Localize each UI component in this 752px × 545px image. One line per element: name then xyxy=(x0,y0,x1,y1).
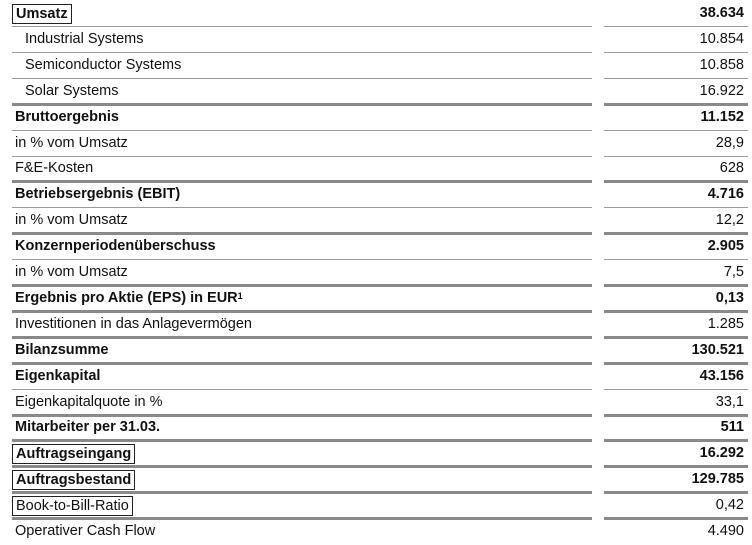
row-value: 10.854 xyxy=(699,30,744,47)
row-label-text xyxy=(12,108,122,126)
table-row xyxy=(0,390,752,416)
row-label-text xyxy=(12,522,158,540)
row-label xyxy=(12,364,592,389)
row-label-text xyxy=(12,134,131,152)
label-text: Bilanzsumme xyxy=(15,341,109,358)
table-row xyxy=(0,131,752,157)
row-value: 2.905 xyxy=(707,238,744,255)
label-text: in % vom Umsatz xyxy=(15,212,128,229)
table-row xyxy=(0,493,752,519)
row-label xyxy=(12,105,592,130)
table-row xyxy=(0,234,752,260)
footnote-marker: 1 xyxy=(237,290,243,301)
row-label xyxy=(12,208,592,233)
table-row xyxy=(0,338,752,364)
label-text: Industrial Systems xyxy=(25,30,144,47)
label-text: Investitionen in das Anlagevermögen xyxy=(15,315,252,332)
row-label-text xyxy=(12,418,163,436)
row-label xyxy=(12,182,592,207)
row-label-text xyxy=(12,82,121,100)
label-text: Eigenkapitalquote in % xyxy=(15,393,163,410)
row-label xyxy=(12,441,592,466)
row-label xyxy=(12,415,592,440)
label-text: Konzernperiodenüberschuss xyxy=(15,238,216,255)
label-text: Bruttoergebnis xyxy=(15,108,119,125)
row-label xyxy=(12,234,592,259)
row-value: 28,9 xyxy=(715,134,744,151)
row-label xyxy=(12,338,592,363)
table-row xyxy=(0,156,752,182)
label-text: Operativer Cash Flow xyxy=(15,523,156,539)
label-text: Solar Systems xyxy=(25,82,119,99)
row-label-text xyxy=(12,444,135,464)
row-label xyxy=(12,1,592,26)
row-value: 16.292 xyxy=(699,445,744,462)
row-label-text xyxy=(12,211,131,229)
row-label-text xyxy=(12,159,96,177)
row-label xyxy=(12,467,592,492)
row-label-text xyxy=(12,367,103,385)
table-row xyxy=(0,286,752,312)
row-label xyxy=(12,493,592,518)
table-row xyxy=(0,364,752,390)
table-row xyxy=(0,415,752,441)
row-label xyxy=(12,156,592,181)
label-text: Umsatz xyxy=(16,6,68,22)
table-row xyxy=(0,441,752,467)
row-label xyxy=(12,53,592,78)
row-value: 511 xyxy=(720,419,744,436)
row-label xyxy=(12,27,592,52)
table-row xyxy=(0,53,752,79)
row-label xyxy=(12,519,592,544)
row-value: 38.634 xyxy=(699,5,744,21)
row-value: 11.152 xyxy=(700,108,744,125)
label-text: Mitarbeiter per 31.03. xyxy=(15,419,161,436)
row-value: 4.490 xyxy=(707,523,744,539)
row-label-text xyxy=(12,56,184,74)
row-value: 1.285 xyxy=(707,315,744,332)
row-label xyxy=(12,390,592,415)
label-text: Auftragsbestand xyxy=(16,472,132,489)
label-text: in % vom Umsatz xyxy=(15,134,128,151)
row-value: 33,1 xyxy=(715,393,744,410)
label-text: Betriebsergebnis (EBIT) xyxy=(15,186,181,203)
table-row xyxy=(0,208,752,234)
table-row xyxy=(0,467,752,493)
label-text: Auftragseingang xyxy=(16,446,132,463)
table-row xyxy=(0,260,752,286)
row-label-text xyxy=(12,263,131,281)
row-label xyxy=(12,131,592,156)
row-label-text xyxy=(12,30,146,48)
row-value: 0,13 xyxy=(715,289,744,306)
label-text: F&E-Kosten xyxy=(15,160,94,177)
row-value: 130.521 xyxy=(691,341,744,358)
row-label xyxy=(12,260,592,285)
table-row xyxy=(0,27,752,53)
row-value: 0,42 xyxy=(715,497,744,514)
row-label-text xyxy=(12,341,111,359)
row-label-text xyxy=(12,393,166,411)
row-label-text xyxy=(12,237,219,255)
row-label-text xyxy=(12,496,133,516)
table-row xyxy=(0,105,752,131)
row-value: 10.858 xyxy=(699,56,744,73)
label-text: Semiconductor Systems xyxy=(25,56,182,73)
table-row xyxy=(0,79,752,105)
row-value: 4.716 xyxy=(707,186,744,203)
table-row xyxy=(0,182,752,208)
row-label-text xyxy=(12,4,72,24)
label-text: Eigenkapital xyxy=(15,367,101,384)
row-value: 16.922 xyxy=(699,82,744,99)
row-label xyxy=(12,312,592,337)
row-label xyxy=(12,286,592,311)
row-label-text xyxy=(12,470,135,490)
row-value: 628 xyxy=(719,160,744,177)
label-text: in % vom Umsatz xyxy=(15,264,128,280)
row-value: 12,2 xyxy=(715,212,744,229)
row-value: 7,5 xyxy=(723,264,744,280)
row-value: 129.785 xyxy=(691,471,744,488)
table-row xyxy=(0,519,752,545)
row-label-text xyxy=(12,315,255,333)
label-text: Ergebnis pro Aktie (EPS) in EUR xyxy=(15,289,238,306)
row-value: 43.156 xyxy=(699,367,744,384)
table-row xyxy=(0,1,752,27)
table-row xyxy=(0,312,752,338)
label-text: Book-to-Bill-Ratio xyxy=(16,498,129,515)
row-label xyxy=(12,79,592,104)
row-label-text xyxy=(12,185,183,203)
row-label-text xyxy=(12,289,246,307)
